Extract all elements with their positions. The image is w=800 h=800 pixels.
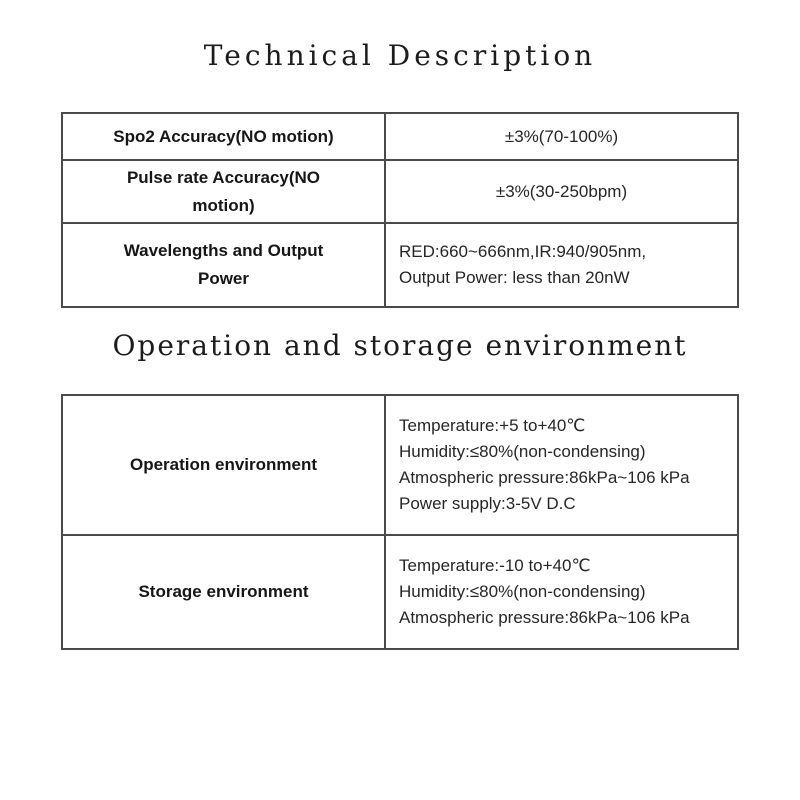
spec-value-line: Temperature:+5 to+40℃ (399, 416, 586, 436)
spec-value-line: Humidity:≤80%(non-condensing) (399, 582, 646, 602)
section-title-technical-description: Technical Description (203, 39, 597, 72)
spec-label: Pulse rate Accuracy(NO motion) (126, 167, 321, 215)
technical-description-table (61, 112, 739, 308)
table-row (62, 223, 738, 307)
spec-label-cell (62, 160, 385, 223)
spec-value-line: Atmospheric pressure:86kPa~106 kPa (399, 608, 690, 628)
spec-value-line: Power supply:3-5V D.C (399, 494, 576, 514)
spec-value-cell (385, 535, 738, 649)
spec-label-cell (62, 535, 385, 649)
spec-value: ±3%(30-250bpm) (495, 181, 628, 201)
spec-value-cell (385, 395, 738, 535)
spec-value-line: RED:660~666nm,IR:940/905nm, (399, 242, 647, 262)
spec-value-line: Output Power: less than 20nW (399, 268, 630, 288)
spec-value-line: Temperature:-10 to+40℃ (399, 556, 591, 576)
spec-value-cell (385, 160, 738, 223)
spec-label-cell (62, 223, 385, 307)
spec-value-cell (385, 223, 738, 307)
operation-storage-table (61, 394, 739, 650)
spec-label: Operation environment (129, 455, 318, 475)
table-row (62, 535, 738, 649)
spec-label: Storage environment (138, 582, 309, 602)
table-row (62, 113, 738, 160)
spec-value-cell (385, 113, 738, 160)
spec-label-cell (62, 395, 385, 535)
spec-label: Wavelengths and Output Power (123, 241, 324, 289)
spec-label-cell (62, 113, 385, 160)
table-row (62, 395, 738, 535)
spec-value-line: Atmospheric pressure:86kPa~106 kPa (399, 468, 690, 488)
spec-value-line: Humidity:≤80%(non-condensing) (399, 442, 646, 462)
table-row (62, 160, 738, 223)
spec-value: ±3%(70-100%) (504, 126, 619, 146)
spec-label: Spo2 Accuracy(NO motion) (113, 126, 334, 146)
section-title-operation-storage: Operation and storage environment (112, 329, 688, 363)
